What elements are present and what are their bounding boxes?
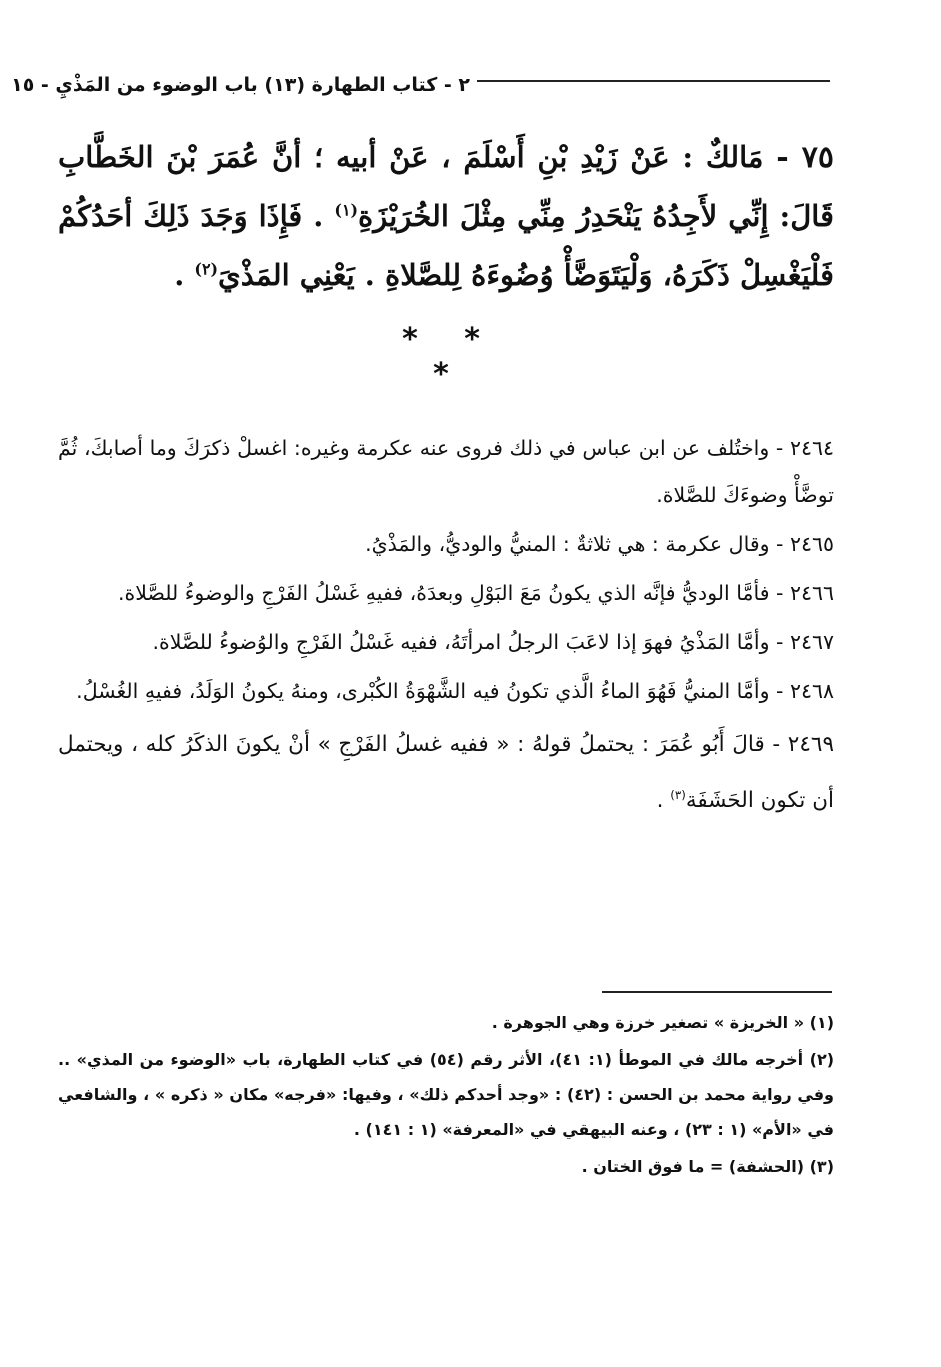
running-header: ٢ - كتاب الطهارة (١٣) باب الوضوء من المَذْيِ - ١٥ [11, 74, 470, 96]
hadith-number: ٧٥ - [776, 140, 834, 175]
footnote-marker-3[interactable]: (٣) [670, 787, 686, 802]
footnote-rule [602, 991, 832, 993]
note-2465: ٢٤٦٥ - وقال عكرمة : هي ثلاثةٌ : المنيُّ والوديُّ، والمَذْيُ. [365, 532, 834, 556]
footnote-3: (٣) (الحشفة) = ما فوق الختان . [581, 1157, 834, 1176]
hadith-text: مَالكٌ : عَنْ زَيْدِ بْنِ أَسْلَمَ ، عَنْ أبيه ؛ أنَّ عُمَرَ بْنَ الخَطَّابِ قَالَ: إِنِّي لأَجِدُهُ يَنْحَدِرُ مِنِّي مِثْلَ الخُرَيْزَةِ [58, 140, 834, 233]
footnotes [58, 1005, 834, 1186]
note-2467: ٢٤٦٧ - وأمَّا المَذْيُ فهوَ إذا لاعَبَ الرجلُ امرأتَهُ، ففيه غَسْلُ الفَرْجِ والوُضوءُ للصَّلاة. [152, 630, 834, 654]
commentary [58, 425, 834, 831]
hadith-75 [58, 128, 834, 305]
note-2464: ٢٤٦٤ - واختُلف عن ابن عباس في ذلك فروى عنه عكرمة وغيره: اغسلْ ذكرَكَ وما أصابكَ، ثُمَّ توضَّأْ وضوءَكَ للصَّلاة. [58, 436, 834, 507]
footnote-marker-1[interactable]: (١) [334, 200, 359, 220]
note-2469-text: ٢٤٦٩ - قالَ أَبُو عُمَرَ : يحتملُ قولهُ : « ففيه غسلُ الفَرْجِ » أنْ يكونَ الذكَرُ كله ، ويحتمل أن تكون الحَشَفَة [58, 732, 834, 813]
header-rule [477, 80, 830, 82]
hadith-text-continued: . فَإِذَا وَجَدَ ذَلِكَ أحَدُكُمْ فَلْيَغْسِلْ ذَكَرَهُ، وَلْيَتَوَضَّأْ وُضُوءَهُ لِلصَّلاةِ . يَعْنِي المَذْيَ [58, 199, 834, 292]
note-2469-end: . [656, 788, 671, 813]
footnote-1: (١) « الخريزة » تصغير خرزة وهي الجوهرة . [491, 1013, 834, 1032]
note-2469 [58, 717, 834, 829]
section-separator: * * * [402, 322, 498, 392]
footnote-2: (٢) أخرجه مالك في الموطأ (١: ٤١)، الأثر رقم (٥٤) في كتاب الطهارة، باب «الوضوء من المذي» .. وفي رواية محمد بن الحسن : (٤٢) : «وجد أحدكم ذلك» ، وفيها: «فرجه» مكان « ذكره » ، والشافعي في «الأم» (١ : ٢٣) ، وعنه البيهقي في «المعرفة» (١ : ١٤١) . [58, 1050, 835, 1139]
footnote-marker-2[interactable]: (٢) [194, 259, 219, 279]
note-2468: ٢٤٦٨ - وأمَّا المنيُّ فَهُوَ الماءُ الَّذي تكونُ فيه الشَّهْوَةُ الكُبْرى، ومنهُ يكونُ الوَلَدُ، ففيهِ الغُسْلُ. [76, 679, 834, 703]
hadith-text-end: . [174, 258, 195, 292]
note-2466: ٢٤٦٦ - فأمَّا الوديُّ فإنَّه الذي يكونُ مَعَ البَوْلِ وبعدَهُ، ففيهِ غَسْلُ الفَرْجِ والوضوءُ للصَّلاة. [117, 581, 834, 605]
